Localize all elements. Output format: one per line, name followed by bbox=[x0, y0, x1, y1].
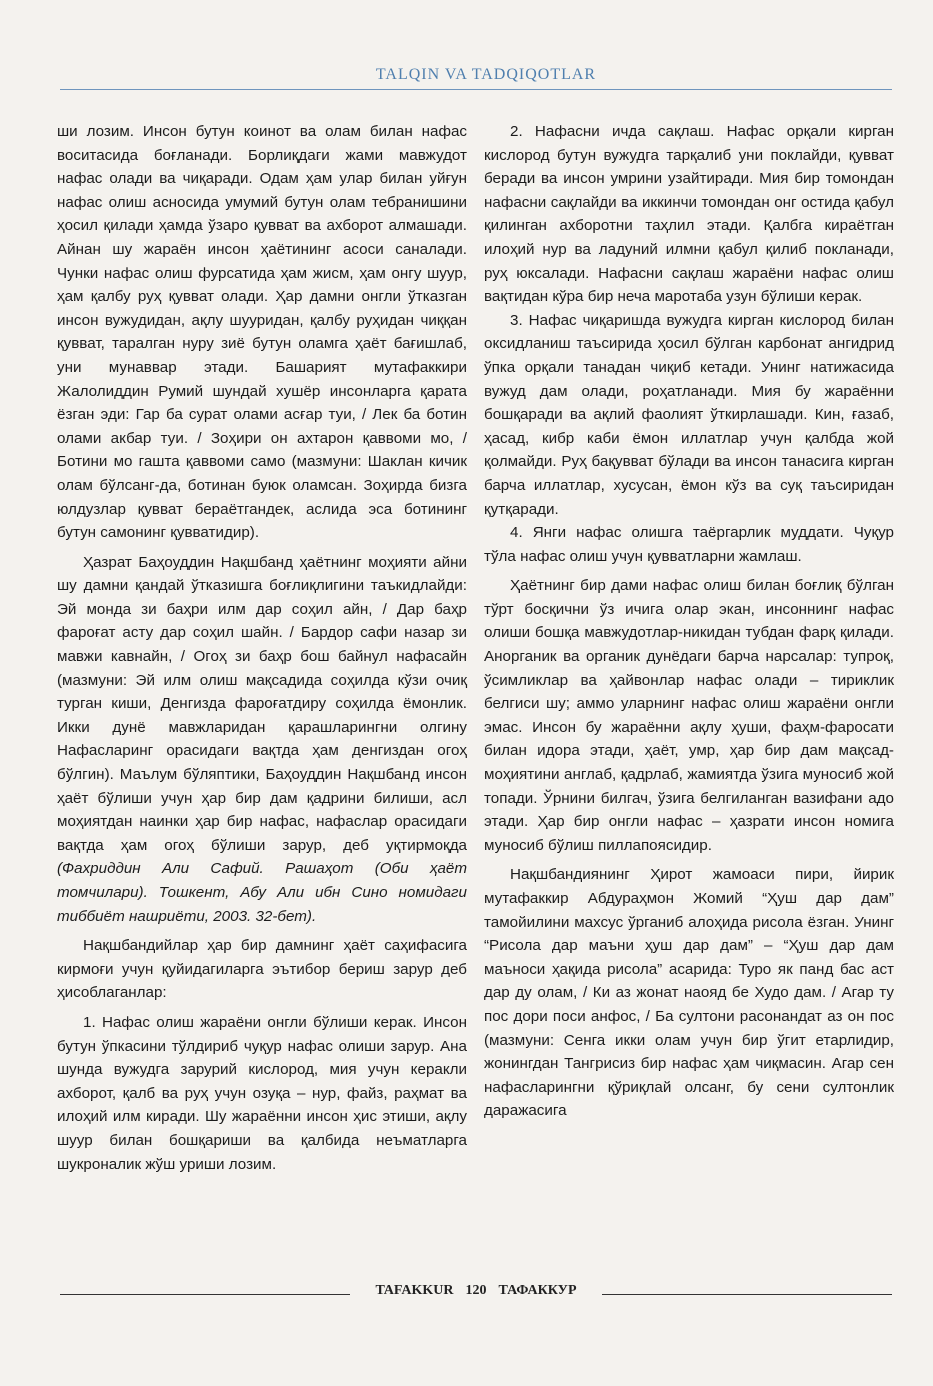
right-paragraph-5: Нақшбандиянинг Ҳирот жамоаси пири, йирик мутафаккир Абдураҳмон Жомий “Ҳуш дар дам” тамойилини махсус ўрганиб алоҳида рисола ёзган. Унинг “Рисола дар маъни ҳуш дар дам” – “Ҳуш дар дам маъноси ҳақида рисола” асарида: Туро як панд бас аст дар ду олам, / Ки аз жонат наояд бе Худо дам. / Агар ту пос дори поси анфос, / Ба султони расонандат аз он пос (мазмуни: Сенга икки олам учун бир ўгит етарлидир, жонингдан Тангрисиз бир нафас ҳам чиқмасин. Агар сен нафасларингни қўриқлай олсанг, бу сени султонлик даражасига bbox=[484, 866, 894, 1120]
footer-label bbox=[350, 1283, 602, 1299]
running-header bbox=[60, 66, 892, 84]
header-rule bbox=[60, 89, 892, 90]
left-paragraph-1: ши лозим. Инсон бутун коинот ва олам билан нафас воситасида боғланади. Борлиқдаги жами мавжудот нафас олади ва чиқаради. Одам ҳам улар билан уйғун нафас олиш асносида умумий бутун олам тебранишини ҳосил қилади ҳамда ўзаро қувват ва ахборот алмашади. Айнан шу жараён инсон ҳаётининг асоси саналади. Чунки нафас олиш фурсатида ҳам жисм, ҳам онгу шуур, ҳам қалбу руҳ қувват олади. Ҳар дамни онгли ўтказган инсон вужудидан, ақлу шууридан, қалбу руҳидан чиққан қувват, таралган нуру зиё бутун оламга ҳаёт бағишлаб, уни мунаввар этади. Башарият мутафаккири Жалолиддин Румий шундай хушёр инсонларга қарата ёзган эди: Гар ба сурат олами асғар туи, / Лек ба ботин олами акбар туи. / Зоҳири он ахтарон қаввоми мо, / Ботини мо гашта қаввоми само (мазмуни: Шаклан кичик олам бўлсанг-да, ботинан буюк оламсан. Зоҳирда бизга юлдузлар қувват бераётгандек, аслида эса ботининг бутун самонинг қувватидир). bbox=[57, 123, 467, 542]
footer-journal-latin: TAFAKKUR bbox=[375, 1283, 454, 1298]
page-number: 120 bbox=[465, 1283, 487, 1298]
left-column bbox=[57, 120, 467, 1176]
left-paragraph-4: 1. Нафас олиш жараёни онгли бўлиши керак. Инсон бутун ўпкасини тўлдириб чуқур нафас олиши зарур. Ана шунда вужудга зарурий кислород, мия учун керакли ахборот, қалб ва руҳ учун озуқа – нур, файз, раҳмат ва илоҳий илм киради. Шу жараённи инсон ҳис этиши, ақлу шуур билан бошқариши ва қалбида неъматларга шукроналик жўш уриши лозим. bbox=[57, 1013, 467, 1173]
header-title: TALQIN VA TADQIQOTLAR bbox=[375, 66, 597, 83]
left-paragraph-2-text: Ҳазрат Баҳоуддин Нақшбанд ҳаётнинг моҳияти айни шу дамни қандай ўтказишга боғлиқлигини таъкидлайди: Эй монда зи баҳри илм дар соҳил айн, / Дар баҳр фароғат асту дар соҳил шайн. / Бардор сафи назар зи мавжи кавнайн, / Огоҳ зи баҳр бош байнул нафасайн (мазмуни: Эй илм олиш мақсадида соҳилда кўзи очиқ турган киши, Денгизда фароғатдиру соҳилда ёмонлик. Икки дунё мавжларидан қарашларингни олгину Нафасларинг орасидаги вақтда ҳам денгиздан огоҳ бўлгин). Маълум бўляптики, Баҳоуддин Нақшбанд инсон ҳаёт бўлиши учун ҳар бир дам қадрини билиши, асл моҳиятдан наинки ҳар бир нафас, нафаслар орасидаги вақтда ҳам огоҳ бўлиши зарур, деб уқтирмоқда bbox=[57, 553, 467, 854]
footer-rule-right bbox=[602, 1294, 892, 1295]
right-paragraph-1: 2. Нафасни ичда сақлаш. Нафас орқали кирган кислород бутун вужудга тарқалиб уни поклайди, қувват беради ва инсон умрини узайтиради. Мия бир томондан нафасни сақлайди ва иккинчи томондан онг остида қабул қилинган ахборотни таҳлил этади. Қалбга кираётган илоҳий нур ва ладуний илмни қабул қилиб покланади, руҳ юксалади. Нафасни сақлаш жараёни нафас олиш вақтидан кўра бир неча маротаба узун бўлиши керак. bbox=[484, 123, 894, 306]
citation: (Фахриддин Али Сафий. Рашаҳот (Оби ҳаёт томчилари). Тошкент, Абу Али ибн Сино номидаги тиббиёт нашриёти, 2003. 32-бет). bbox=[57, 860, 467, 925]
footer-journal-cyrillic: ТАФАККУР bbox=[498, 1283, 577, 1298]
right-paragraph-3: 4. Янги нафас олишга таёргарлик муддати. Чуқур тўла нафас олиш учун қувватларни жамлаш. bbox=[484, 524, 894, 565]
left-paragraph-3: Нақшбандийлар ҳар бир дамнинг ҳаёт саҳифасига кирмоғи учун қуйидагиларга эътибор бериш зарур деб ҳисоблаганлар: bbox=[57, 937, 467, 1002]
left-paragraph-2 bbox=[57, 551, 467, 929]
right-paragraph-4: Ҳаётнинг бир дами нафас олиш билан боғлиқ бўлган тўрт босқични ўз ичига олар экан, инсоннинг нафас олиши бошқа мавжудотлар-никидан тубдан фарқ қилади. Анорганик ва органик дунёдаги барча нарсалар: тупроқ, ўсимликлар ва ҳайвонлар нафас олади – тириклик белгиси шу; аммо уларнинг нафас олиш жараёни онгли эмас. Инсон бу жараённи ақлу ҳуши, фаҳм-фаросати билан идора этади, ҳаёт, умр, ҳар бир дам мақсад-моҳиятини англаб, қадрлаб, жамиятда ўзига муносиб жой топади. Ўрнини билгач, ўзига белгиланган вазифани адо этади. Ҳар бир онгли нафас – ҳазрати инсон номига муносиб бўлиш пиллапоясидир. bbox=[484, 577, 894, 854]
page-footer bbox=[60, 1283, 892, 1303]
footer-rule-left bbox=[60, 1294, 350, 1295]
right-column bbox=[484, 120, 894, 1123]
right-paragraph-2: 3. Нафас чиқаришда вужудга кирган кислород билан оксидланиш таъсирида ҳосил бўлган карбонат ангидрид ўпка орқали танадан чиқиб кетади. Унинг натижасида вужуд дам олади, роҳатланади. Мия бу жараённи бошқаради ва ақлий фаолият ўткирлашади. Кин, ғазаб, ҳасад, кибр каби ёмон иллатлар учун қалбда жой қолмайди. Руҳ бақувват бўлади ва инсон танасига кирган барча иллатлар, хусусан, ёмон кўз ва суқ таъсиридан қутқаради. bbox=[484, 311, 894, 518]
